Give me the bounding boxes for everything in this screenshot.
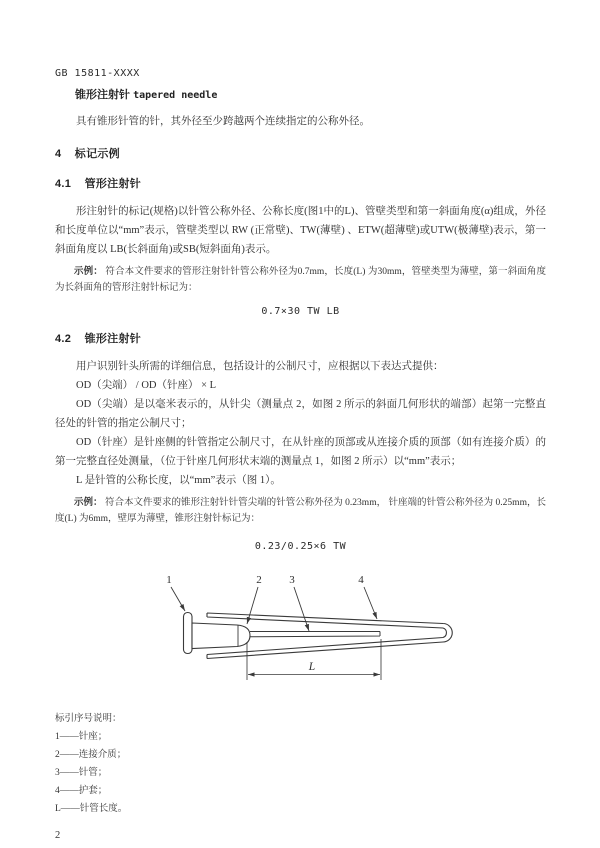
leader-3: [294, 587, 309, 631]
section-4-2-para2: OD（尖端）是以毫米表示的，从针尖（测量点 2，如图 2 所示的斜面几何形状的端部）起第一完整直径处的针管的指定公制尺寸；: [55, 399, 546, 429]
section-4-2-para4: L 是针管的公称长度，以“mm”表示（图 1）。: [76, 475, 281, 486]
example-text: 符合本文件要求的锥形注射针针管尖端的针管公称外径为 0.23mm， 针座端的针管公称外径为 0.25mm，长度(L) 为6mm，壁厚为薄壁，锥形注射针标记为：: [55, 498, 546, 524]
example-text: 符合本文件要求的管形注射针针管公称外径为0.7mm，长度(L) 为30mm，管壁类型为薄壁，第一斜面角度为长斜面角的管形注射针标记为：: [55, 267, 546, 293]
term-definition: 具有锥形针管的针，其外径至少跨越两个连续指定的公称外径。: [76, 116, 370, 127]
standard-number: GB 15811-XXXX: [55, 68, 140, 79]
legend-item: 3——针管；: [55, 768, 108, 778]
section-4-2-title: 锥形注射针: [84, 333, 142, 345]
legend-item: 4——护套；: [55, 786, 108, 796]
callout-2-label: 2: [256, 574, 262, 586]
needle-tube: [250, 632, 380, 637]
section-4-2-number: 4.2: [55, 333, 72, 345]
needle-hub-body: [192, 623, 250, 649]
section-4-number: 4: [55, 148, 62, 160]
dimension-l-label: L: [308, 661, 316, 673]
section-4-2-example: [55, 495, 546, 527]
section-4-1-paragraph: 形注射针的标记(规格)以针管公称外径、公称长度(图1中的L)、管壁类型和第一斜面角度(α)组成，外径和长度单位以“mm”表示，管壁类型以 RW (正常壁)、TW(薄壁) 、ETW(超薄壁)或UTW(极薄壁)表示，第一斜面角度以 LB(长斜面角)或SB(短斜面角)表示。: [55, 206, 546, 255]
figure-legend: [55, 710, 546, 818]
section-4-1-title: 管形注射针: [84, 178, 142, 190]
legend-item: L——针管长度。: [55, 804, 128, 814]
section-4-1-example: [55, 264, 546, 296]
section-4-1-number: 4.1: [55, 178, 72, 190]
legend-item: 1——针座；: [55, 732, 108, 742]
figure-canvas: [0, 566, 600, 694]
example-label: 示例：: [74, 266, 103, 277]
section-4-2-para3: OD（针座）是针座侧的针管指定公制尺寸，在从针座的顶部或从连接介质的顶部（如有连接介质）的第一完整直径处测量，（位于针座几何形状末端的测量点 1，如图 2 所示）以“mm”表示；: [55, 437, 546, 467]
callout-1-label: 1: [166, 574, 172, 586]
section-4-title: 标记示例: [74, 148, 120, 160]
designation-4-2: 0.23/0.25×6 TW: [254, 541, 347, 552]
legend-title: 标引序号说明：: [55, 714, 122, 724]
callout-3-label: 3: [289, 574, 295, 586]
example-label: 示例：: [74, 497, 103, 508]
designation-4-1: 0.7×30 TW LB: [261, 306, 340, 317]
page-number: 2: [55, 830, 61, 841]
term-title-en: tapered needle: [133, 90, 218, 101]
needle-figure: [0, 566, 600, 694]
section-4-2-formula: OD（尖端） / OD（针座） × L: [76, 380, 217, 391]
needle-hub-flange: [184, 613, 193, 654]
callout-4-label: 4: [358, 574, 364, 586]
section-4-2-heading: [55, 330, 546, 346]
leader-4: [364, 587, 377, 619]
section-4-heading: [55, 145, 546, 161]
leader-1: [171, 587, 185, 611]
term-title: [75, 86, 546, 102]
term-title-zh: 锥形注射针: [75, 89, 130, 101]
section-4-1-heading: [55, 175, 546, 191]
dimension-l: [247, 639, 381, 680]
section-4-2-para1: 用户识别针头所需的详细信息，包括设计的公制尺寸，应根据以下表达式提供：: [76, 361, 444, 372]
needle-drawing: [184, 613, 453, 659]
legend-item: 2——连接介质；: [55, 750, 127, 760]
